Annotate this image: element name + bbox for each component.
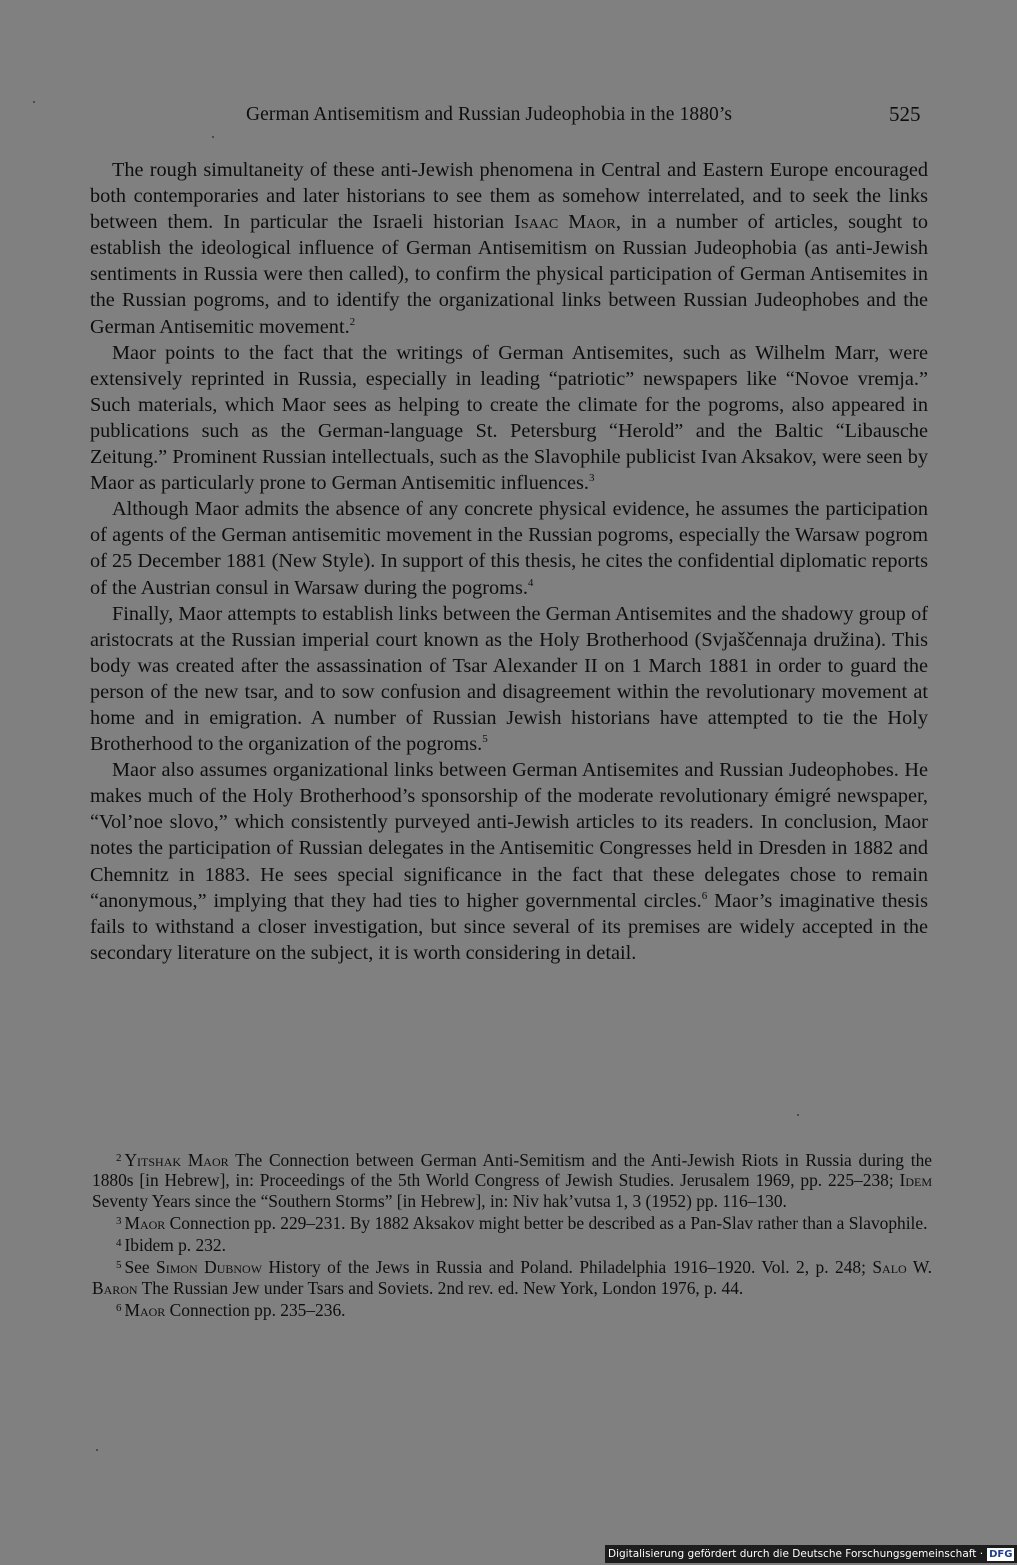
paragraph: Although Maor admits the absence of any concrete physical evidence, he assumes the participation of agents of the German antisemitic movement in the Russian pogroms, especially the Warsaw pogrom of 25 December 1881 (New Style). In support of this thesis, he cites the confidential diplomatic reports of the Austrian consul in Warsaw during the pogroms.$^4$ — [90, 498, 928, 599]
footnote: $^6$ Maor Connection pp. 235–236. — [116, 1300, 346, 1321]
scan-speck — [33, 101, 35, 103]
footnote: $^3$ Maor Connection pp. 229–231. By 1882 Aksakov might better be described as a Pan-Slav rather than a Slavophile. — [116, 1212, 928, 1233]
footnote-ref: 3 — [589, 472, 595, 485]
footnote-number: 6 — [116, 1302, 122, 1315]
author-name: Isaac Maor — [514, 211, 616, 234]
main-text — [90, 157, 928, 966]
footnote: $^5$ See Simon Dubnow History of the Jews in Russia and Poland. Philadelphia 1916–1920. Vol. 2, p. 248; Salo W. Baron The Russian Jew under Tsars and Soviets. 2nd rev. ed. New York, London 1976, p. 44. — [92, 1257, 932, 1298]
author-name: Maor — [124, 1300, 166, 1321]
paragraph: The rough simultaneity of these anti-Jewish phenomena in Central and Eastern Europe encouraged both contemporaries and later historians to see them as somehow interrelated, and to seek the links between them. In particular the Israeli historian Isaac Maor, in a number of articles, sought to establish the ideological influence of German Antisemitism on Russian Judeophobia (as anti-Jewish sentiments in Russia were then called), to confirm the physical participation of German Antisemites in the Russian pogroms, and to identify the organizational links between Russian Judeophobes and the German Antisemitic movement.$^2$ — [90, 159, 928, 338]
footnote-number: 4 — [116, 1237, 122, 1250]
footnote: $^4$ Ibidem p. 232. — [116, 1235, 226, 1256]
footnote-ref: 2 — [349, 315, 356, 328]
footnote-number: 3 — [116, 1214, 122, 1227]
paragraph: Maor points to the fact that the writings of German Antisemites, such as Wilhelm Marr, were extensively reprinted in Russia, especially in leading “patriotic” newspapers like “Novoe vremja.” Such materials, which Maor sees as helping to create the climate for the pogroms, also appeared in publications such as the German-language St. Petersburg “Herold” and the Baltic “Libausche Zeitung.” Prominent Russian intellectuals, such as the Slavophile publicist Ivan Aksakov, were seen by Maor as particularly prone to German Antisemitic influences.$^3$ — [90, 341, 928, 495]
footnote: $^2$ Yitshak Maor The Connection between German Anti-Semitism and the Anti-Jewish Riots in Russia during the 1880s [in Hebrew], in: Proceedings of the 5th World Congress of Jewish Studies. Jerusalem 1969, pp. 225–238; Idem Seventy Years since the “Southern Storms” [in Hebrew], in: Niv hak’vutsa 1, 3 (1952) pp. 116–130. — [92, 1150, 932, 1211]
footnote-ref: 6 — [701, 889, 708, 902]
digitization-footer — [605, 1545, 1017, 1563]
paragraph: Finally, Maor attempts to establish links between the German Antisemites and the shadowy group of aristocrats at the Russian imperial court known as the Holy Brotherhood (Svjaščennaja družina). This body was created after the assassination of Tsar Alexander II on 1 March 1881 in order to guard the person of the new tsar, and to sow confusion and disagreement within the revolutionary movement at home and in emigration. A number of Russian Jewish historians have attempted to tie the Holy Brotherhood to the organization of the pogroms.$^5$ — [90, 602, 928, 756]
scan-speck — [797, 1114, 799, 1116]
running-title: German Antisemitism and Russian Judeophobia in the 1880’s — [246, 104, 733, 125]
footnotes — [92, 1148, 932, 1320]
author-name: Simon Dubnow — [156, 1257, 263, 1278]
dfg-logo: DFG — [989, 1548, 1013, 1560]
author-name: Maor — [124, 1212, 166, 1233]
footnote-number: 5 — [116, 1259, 122, 1272]
footnote-ref: 4 — [527, 576, 534, 589]
author-name: Yitshak Maor — [124, 1150, 229, 1170]
author-name: Salo W. Baron — [92, 1257, 932, 1298]
footnote-number: 2 — [116, 1152, 122, 1164]
footnote-ref: 5 — [482, 733, 488, 746]
paragraph: Maor also assumes organizational links between German Antisemites and Russian Judeophobes. He makes much of the Holy Brotherhood’s sponsorship of the moderate revolutionary émigré newspaper, “Vol’noe slovo,” which consistently purveyed anti-Jewish articles to its readers. In conclusion, Maor notes the participation of Russian delegates in the Antisemitic Congresses held in Dresden in 1882 and Chemnitz in 1883. He sees special significance in the fact that these delegates chose to remain “anonymous,” implying that they had ties to higher governmental circles.$^6$ Maor’s imaginative thesis fails to withstand a closer investigation, but since several of its premises are widely accepted in the secondary literature on the subject, it is worth considering in detail. — [90, 759, 929, 964]
scan-speck — [212, 136, 214, 138]
funding-note: Digitalisierung gefördert durch die Deutsche Forschungsgemeinschaft · — [608, 1548, 984, 1560]
page-number: 525 — [889, 102, 921, 126]
scan-speck — [96, 1449, 98, 1451]
